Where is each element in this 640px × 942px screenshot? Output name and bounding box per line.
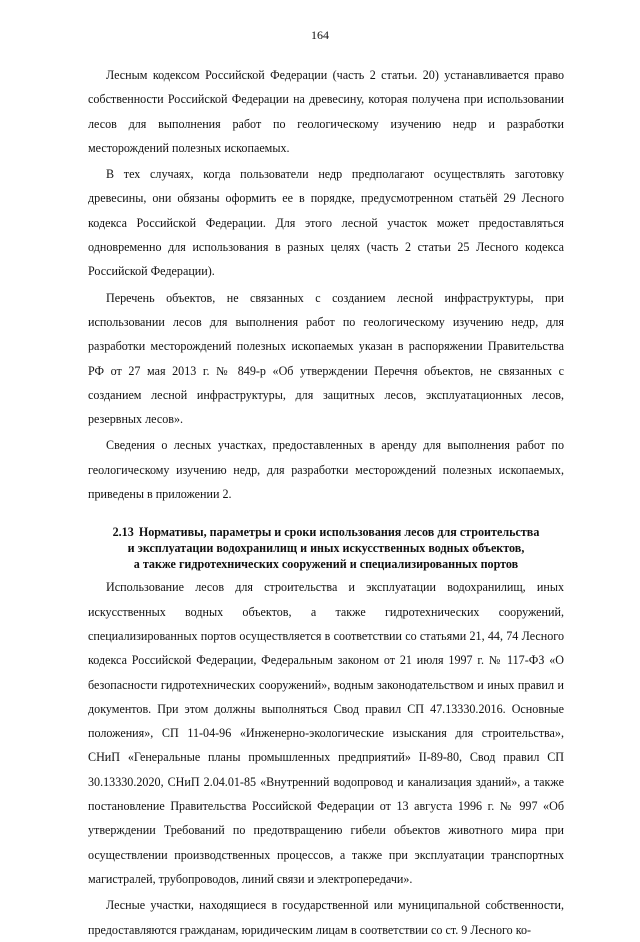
paragraph-appendix-reference: Сведения о лесных участках, предоставленных в аренду для выполнения работ по геологическому изучению недр, для разработки месторождений полезных ископаемых, приведены в приложении 2. bbox=[88, 438, 564, 502]
section-title-line-3: а также гидротехнических сооружений и специализированных портов bbox=[133, 557, 519, 572]
section-heading bbox=[88, 524, 564, 572]
section-title-line-1: Нормативы, параметры и сроки использования лесов для строительства bbox=[138, 525, 540, 540]
paragraph-forest-code-ownership: Лесным кодексом Российской Федерации (часть 2 статьи. 20) устанавливается право собственности Российской Федерации на древесину, которая получена при использовании лесов для выполнения работ по геологическому изучению недр и разработки месторождений полезных ископаемых. bbox=[88, 68, 564, 155]
page-number: 164 bbox=[311, 28, 329, 42]
section-title-line-2: и эксплуатации водохранилищ и иных искусственных водных объектов, bbox=[127, 541, 525, 556]
paragraph-timber-harvesting: В тех случаях, когда пользователи недр предполагают осуществлять заготовку древесины, они обязаны оформить ее в порядке, предусмотренном статьёй 29 Лесного кодекса Российской Федерации. Для этого лесной участок может предоставляться одновременно для использования в разных целях (часть 2 статьи 25 Лесного кодекса Российской Федерации). bbox=[88, 167, 564, 279]
paragraph-objects-list: Перечень объектов, не связанных с созданием лесной инфраструктуры, при использовании лесов для выполнения работ по геологическому изучению недр, для разработки месторождений полезных ископаемых указан в распоряжении Правительства РФ от 27 мая 2013 г. № 849-р «Об утверждении Перечня объектов, не связанных с созданием лесной инфраструктуры, для защитных лесов, эксплуатационных лесов, резервных лесов». bbox=[88, 290, 564, 427]
section-number: 2.13 bbox=[112, 525, 134, 540]
paragraph-land-plots: Лесные участки, находящиеся в государственной или муниципальной собственности, предоставляются гражданам, юридическим лицам в соответствии со ст. 9 Лесного ко- bbox=[88, 898, 564, 937]
paragraph-reservoir-regulations: Использование лесов для строительства и эксплуатации водохранилищ, иных искусственных водных объектов, а также гидротехнических сооружений, специализированных портов осуществляется в соответствии со статьями 21, 44, 74 Лесного кодекса Российской Федерации, Федеральным законом от 21 июля 1997 г. № 117-ФЗ «О безопасности гидротехнических сооружений», водным законодательством и иных правил и документов. При этом должны выполняться Свод правил СП 47.13330.2016. Основные положения», СП 11-04-96 «Инженерно-экологические изыскания для строительства», СНиП «Генеральные планы промышленных предприятий» II-89-80, Свод правил СП 30.13330.2020, СНиП 2.04.01-85 «Внутренний водопровод и канализация зданий», а также постановление Правительства Российской Федерации от 13 августа 1996 г. № 997 «Об утверждении Требований по предотвращению гибели объектов животного мира при осуществлении производственных процессов, а также при эксплуатации транспортных магистралей, трубопроводов, линий связи и электропередачи». bbox=[88, 580, 564, 886]
document-body bbox=[88, 63, 564, 942]
